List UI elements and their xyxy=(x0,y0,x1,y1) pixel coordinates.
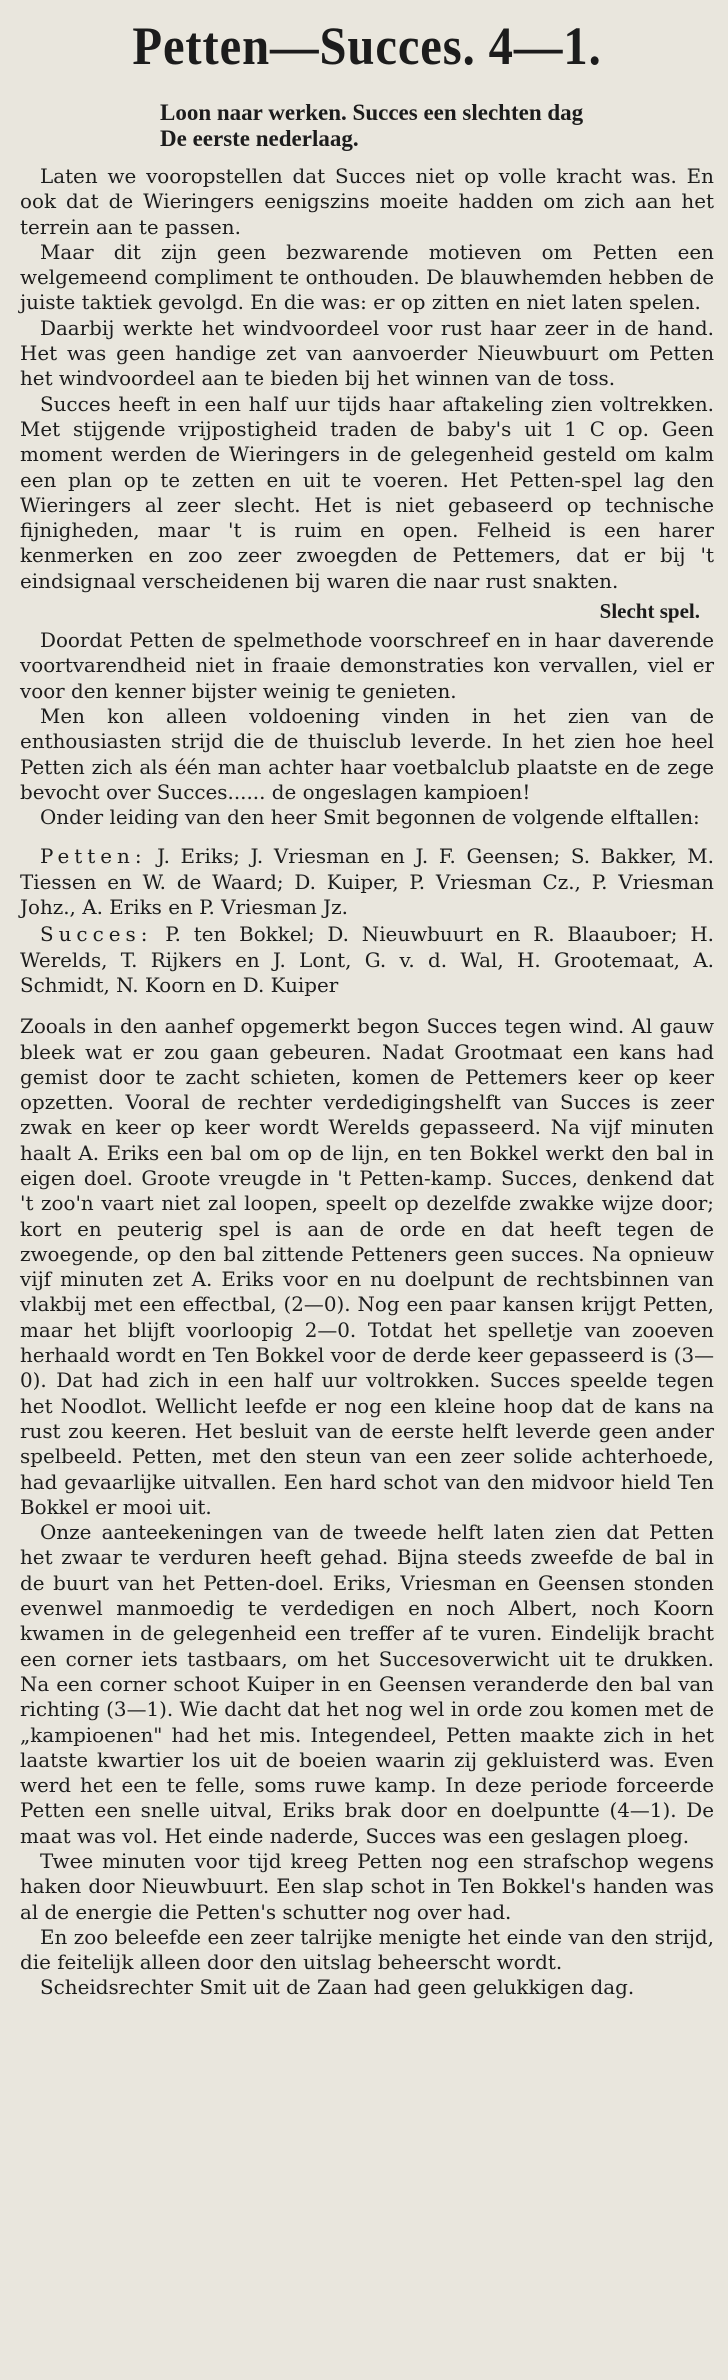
article-body-part-2 xyxy=(20,628,714,830)
paragraph: En zoo beleefde een zeer talrijke menigte het einde van den strijd, die feitelijk alleen door den uitslag beheerscht wordt. xyxy=(20,1925,714,1975)
paragraph: Scheidsrechter Smit uit de Zaan had geen gelukkigen dag. xyxy=(40,1976,635,2000)
team-players: J. Eriks; J. Vriesman en J. F. Geensen; S. Bakker, M. Tiessen en W. de Waard; D. Kuiper, P. Vriesman Cz., P. Vriesman Johz., A. Eriks en P. Vriesman Jz. xyxy=(20,845,714,920)
lineup-petten xyxy=(20,844,714,920)
team-players: P. ten Bokkel; D. Nieuwbuurt en R. Blaauboer; H. Werelds, T. Rijkers en J. Lont, G. v. d. Wal, H. Grootemaat, A. Schmidt, N. Koorn en D. Kuiper xyxy=(20,923,714,997)
paragraph: Zooals in den aanhef opgemerkt begon Succes tegen wind. Al gauw bleek wat er zou gaan gebeuren. Nadat Grootmaat een kans had gemist door te zacht schieten, komen de Pettemers keer op keer opzetten. Vooral de rechter verdedigingshelft van Succes is zeer zwak en keer op keer wordt Werelds gepasseerd. Na vijf minuten haalt A. Eriks een bal om op de lijn, en ten Bokkel werkt den bal in eigen doel. Groote vreugde in 't Petten-kamp. Succes, denkend dat 't zoo'n vaart niet zal loopen, speelt op dezelfde zwakke wijze door; kort en peuterig spel is aan de orde en dat heeft tegen de zwoegende, op den bal zittende Petteners geen succes. Na opnieuw vijf minuten zet A. Eriks voor en nu doelpunt de rechtsbinnen van vlakbij met een effectbal, (2—0). Nog een paar kansen krijgt Petten, maar het blijft voorloopig 2—0. Totdat het spelletje van zooeven herhaald wordt en Ten Bokkel voor de derde keer gepasseerd is (3—0). Dat had zich in een half uur voltrokken. Succes speelde tegen het Noodlot. Wellicht leefde er nog een kleine hoop dat de kans na rust zou keeren. Het besluit van de eerste helft leverde geen ander spelbeeld. Petten, met den steun van een zeer solide achterhoede, had gevaarlijke uitvallen. Een hard schot van den midvoor hield Ten Bokkel er mooi uit. xyxy=(20,1015,714,1519)
paragraph: Maar dit zijn geen bezwarende motieven om Petten een welgemeend compliment te onthouden. De blauwhemden hebben de juiste taktiek gevolgd. En die was: er op zitten en niet laten spelen. xyxy=(20,240,714,315)
paragraph: Twee minuten voor tijd kreeg Petten nog een strafschop wegens haken door Nieuwbuurt. Een slap schot in Ten Bokkel's handen was al de energie die Petten's schutter nog over had. xyxy=(20,1850,714,1924)
team-name: Succes: xyxy=(40,923,153,947)
paragraph: Daarbij werkte het windvoordeel voor rust haar zeer in de hand. Het was geen handige zet van aanvoerder Nieuwbuurt om Petten het windvoordeel aan te bieden bij het winnen van de toss. xyxy=(20,316,714,391)
paragraph: Laten we vooropstellen dat Succes niet op volle kracht was. En ook dat de Wieringers eenigszins moeite hadden om zich aan het terrein aan te passen. xyxy=(20,165,714,239)
paragraph: Men kon alleen voldoening vinden in het zien van de enthousiasten strijd die de thuisclub leverde. In het zien hoe heel Petten zich als één man achter haar voetbalclub plaatste en de zege bevocht over Succes...... de ongeslagen kampioen! xyxy=(20,704,714,804)
section-heading: Slecht spel. xyxy=(599,599,700,624)
team-lineups xyxy=(20,844,714,998)
team-name: Petten: xyxy=(40,845,147,869)
subheadline-line-2: De eerste nederlaag. xyxy=(160,126,359,151)
paragraph: Onder leiding van den heer Smit begonnen de volgende elftallen: xyxy=(40,806,700,830)
paragraph: Onze aanteekeningen van de tweede helft laten zien dat Petten het zwaar te verduren heeft gehad. Bijna steeds zweefde de bal in de buurt van het Petten-doel. Eriks, Vriesman en Geensen stonden evenwel manmoedig te verdedigen en noch Albert, noch Koorn kwamen in de gelegenheid een treffer af te vuren. Eindelijk bracht een corner iets tastbaars, om het Succesoverwicht uit te drukken. Na een corner schoot Kuiper in en Geensen veranderde den bal van richting (3—1). Wie dacht dat het nog wel in orde zou komen met de „kampioenen" had het mis. Integendeel, Petten maakte zich in het laatste kwartier los uit de boeien waarin zij gekluisterd was. Even werd het een te felle, soms ruwe kamp. In deze periode forceerde Petten een snelle uitval, Eriks brak door en doelpuntte (4—1). De maat was vol. Het einde naderde, Succes was een geslagen ploeg. xyxy=(20,1521,714,1848)
lineup-succes xyxy=(20,922,714,998)
subheadline xyxy=(160,100,714,152)
subheadline-line-1: Loon naar werken. Succes een slechten dag xyxy=(160,100,584,125)
paragraph: Doordat Petten de spelmethode voorschreef en in haar daverende voortvarendheid niet in fraaie demonstraties kon vervallen, viel er voor den kenner bijster weinig te genieten. xyxy=(20,629,714,703)
headline: Petten—Succes. 4—1. xyxy=(132,16,602,76)
article-body-part-3 xyxy=(20,1014,714,2001)
spacer xyxy=(20,1000,714,1014)
article-body-part-1 xyxy=(20,164,714,594)
paragraph: Succes heeft in een half uur tijds haar aftakeling zien voltrekken. Met stijgende vrijpostigheid traden de baby's uit 1 C op. Geen moment werden de Wieringers in de gelegenheid gesteld om kalm een plan op te zetten en uit te voeren. Het Petten-spel lag den Wieringers al zeer slecht. Het is niet gebaseerd op technische fijnigheden, maar 't is ruim en open. Felheid is een harer kenmerken en zoo zeer zwoegden de Pettemers, dat er bij 't eindsignaal verscheidenen bij waren die naar rust snakten. xyxy=(20,392,714,593)
